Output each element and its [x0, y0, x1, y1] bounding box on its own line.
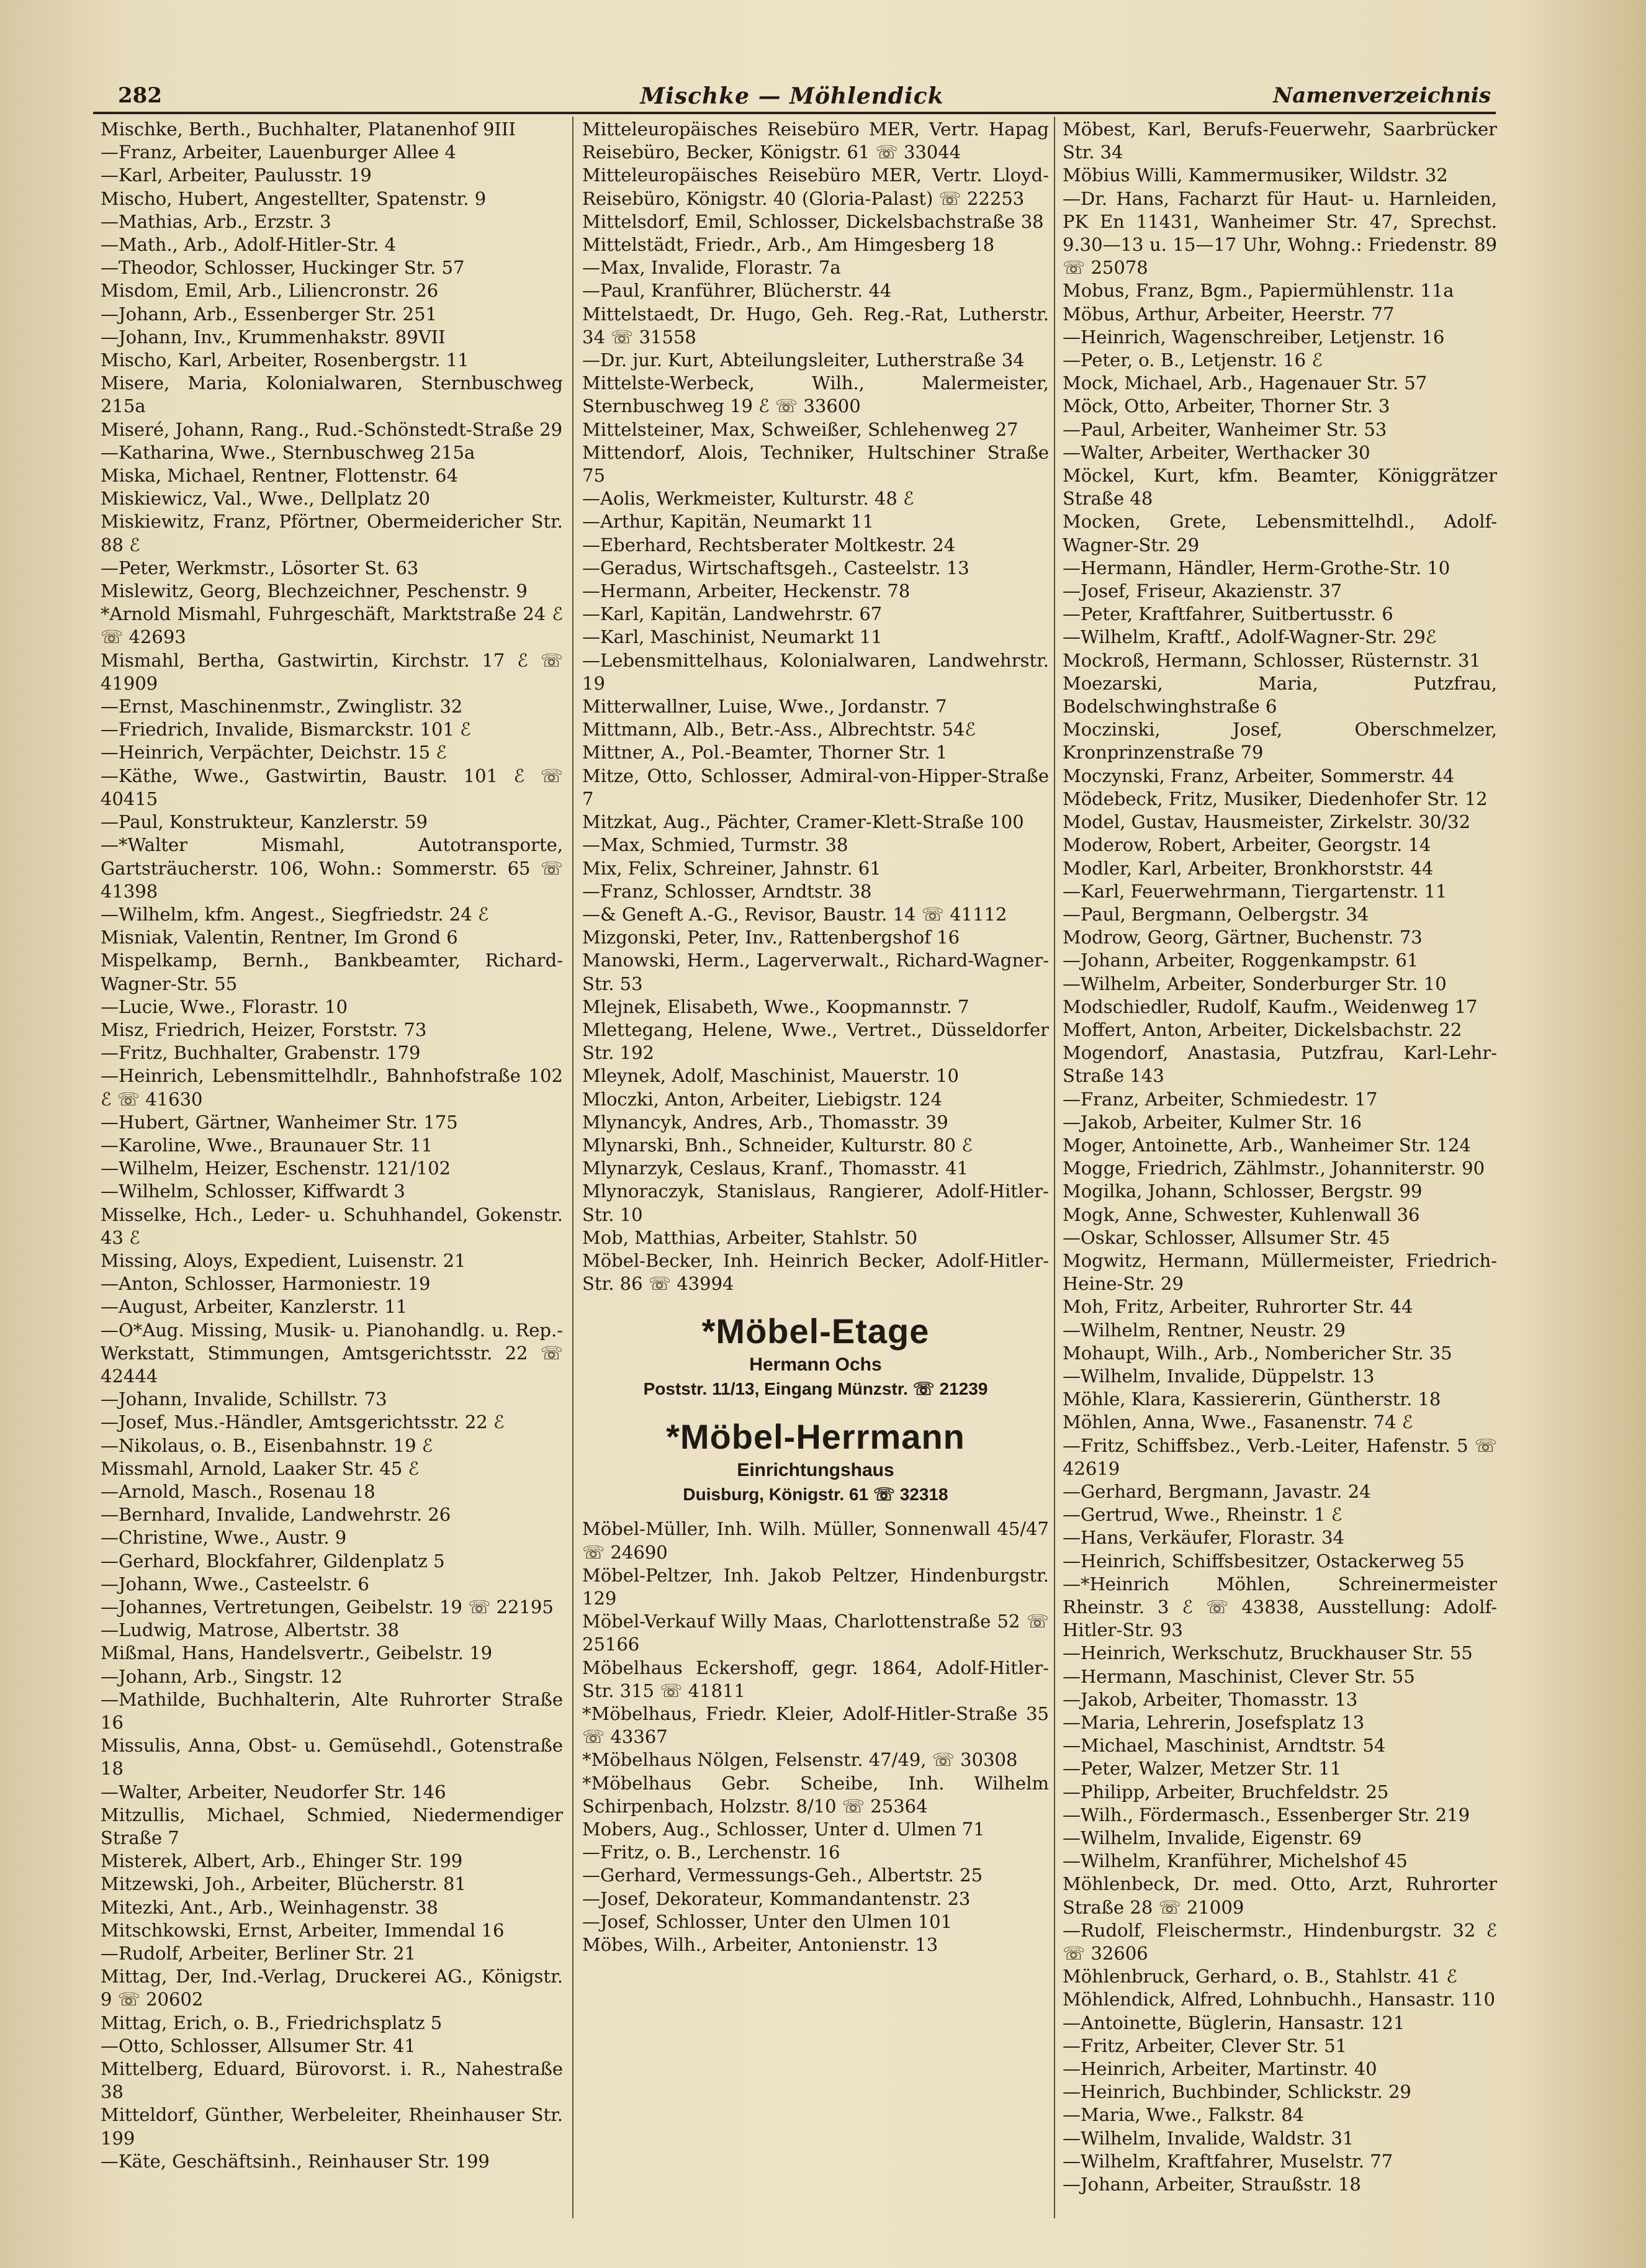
- directory-entry: —Wilh., Fördermasch., Essenberger Str. 219: [1063, 1804, 1470, 1825]
- directory-entry: Moezarski, Maria, Putzfrau, Bodelschwinghstraße 6: [1063, 672, 1497, 718]
- directory-entry: Mitteleuropäisches Reisebüro MER, Vertr. Hapag Reisebüro, Becker, Königstr. 61 ☏ 33044: [582, 119, 1049, 163]
- directory-entry: —Katharina, Wwe., Sternbuschweg 215a: [101, 441, 475, 463]
- directory-entry: —Gerhard, Blockfahrer, Gildenplatz 5: [101, 1550, 445, 1572]
- directory-entry: Mittendorf, Alois, Techniker, Hultschiner Straße 75: [582, 441, 1049, 487]
- directory-entry: Mismahl, Bertha, Gastwirtin, Kirchstr. 17 ℰ ☏ 41909: [101, 649, 563, 694]
- directory-entry: Mogwitz, Hermann, Müllermeister, Friedrich-Heine-Str. 29: [1063, 1249, 1497, 1295]
- directory-entry: —Karl, Kapitän, Landwehrstr. 67: [582, 603, 883, 625]
- header-rule: [93, 112, 1496, 114]
- directory-entry: Mleynek, Adolf, Maschinist, Mauerstr. 10: [582, 1065, 959, 1087]
- directory-entry: *Möbelhaus, Friedr. Kleier, Adolf-Hitler-Straße 35 ☏ 43367: [582, 1703, 1049, 1748]
- directory-entry: Möbelhaus Eckershoff, gegr. 1864, Adolf-Hitler-Str. 315 ☏ 41811: [582, 1657, 1049, 1701]
- directory-entry: —Hermann, Händler, Herm-Grothe-Str. 10: [1063, 557, 1450, 578]
- directory-entry: Möbius Willi, Kammermusiker, Wildstr. 32: [1063, 164, 1448, 186]
- directory-entry: Misniak, Valentin, Rentner, Im Grond 6: [101, 927, 458, 948]
- directory-entry: —Heinrich, Verpächter, Deichstr. 15 ℰ: [101, 742, 447, 763]
- directory-entry: Miska, Michael, Rentner, Flottenstr. 64: [101, 465, 459, 487]
- directory-entry: Misterek, Albert, Arb., Ehinger Str. 199: [101, 1850, 463, 1872]
- directory-entry: Mogilka, Johann, Schlosser, Bergstr. 99: [1063, 1181, 1423, 1202]
- ad-address: Poststr. 11/13, Eingang Münzstr. ☏ 21239: [643, 1379, 988, 1399]
- directory-entry: Mittag, Der, Ind.-Verlag, Druckerei AG., Königstr. 9 ☏ 20602: [101, 1966, 563, 2010]
- directory-entry: —Gerhard, Bergmann, Javastr. 24: [1063, 1480, 1371, 1502]
- directory-entry: —Franz, Arbeiter, Schmiedestr. 17: [1063, 1088, 1378, 1110]
- directory-entry: Mlynancyk, Andres, Arb., Thomasstr. 39: [582, 1111, 948, 1133]
- directory-entry: —Geradus, Wirtschaftsgeh., Casteelstr. 13: [582, 557, 969, 578]
- directory-entry: —Heinrich, Lebensmittelhdlr., Bahnhofstraße 102 ℰ ☏ 41630: [101, 1065, 563, 1110]
- directory-entry: Mocken, Grete, Lebensmittelhdl., Adolf-Wagner-Str. 29: [1063, 511, 1497, 556]
- directory-entry: —Philipp, Arbeiter, Bruchfeldstr. 25: [1063, 1781, 1389, 1802]
- directory-entry: Modschiedler, Rudolf, Kaufm., Weidenweg 17: [1063, 996, 1478, 1017]
- directory-entry: —Arnold, Masch., Rosenau 18: [101, 1480, 376, 1502]
- directory-entry: Mischo, Hubert, Angestellter, Spatenstr. 9: [101, 187, 487, 209]
- directory-entry: Mogendorf, Anastasia, Putzfrau, Karl-Lehr-Straße 143: [1063, 1042, 1497, 1087]
- directory-entry: —Peter, Walzer, Metzer Str. 11: [1063, 1758, 1342, 1780]
- column-divider: [1054, 117, 1055, 2218]
- directory-column-3: [1063, 118, 1497, 2196]
- advertisement-moebel-etage: [582, 1310, 1049, 1401]
- directory-entry: Mogk, Anne, Schwester, Kuhlenwall 36: [1063, 1204, 1420, 1225]
- directory-entry: —Fritz, Schiffsbez., Verb.-Leiter, Hafenstr. 5 ☏ 42619: [1063, 1434, 1497, 1479]
- directory-entry: Mitze, Otto, Schlosser, Admiral-von-Hipper-Straße 7: [582, 765, 1049, 809]
- directory-entry: —Fritz, Buchhalter, Grabenstr. 179: [101, 1042, 421, 1064]
- directory-entry: —Maria, Wwe., Falkstr. 84: [1063, 2104, 1305, 2126]
- directory-entry: Mißmal, Hans, Handelsvertr., Geibelstr. 19: [101, 1642, 493, 1664]
- directory-entry: —*Walter Mismahl, Autotransporte, Gartsträucherstr. 106, Wohn.: Sommerstr. 65 ☏ 41398: [101, 834, 563, 902]
- directory-entry: Mischo, Karl, Arbeiter, Rosenbergstr. 11: [101, 349, 469, 371]
- directory-entry: Mispelkamp, Bernh., Bankbeamter, Richard-Wagner-Str. 55: [101, 950, 563, 994]
- directory-entry: Mitschkowski, Ernst, Arbeiter, Immendal 16: [101, 1919, 505, 1941]
- directory-entry: —Hans, Verkäufer, Florastr. 34: [1063, 1527, 1344, 1549]
- directory-entry: —Christine, Wwe., Austr. 9: [101, 1527, 347, 1549]
- directory-entry: —Paul, Kranführer, Blücherstr. 44: [582, 280, 892, 302]
- directory-entry: Mislewitz, Georg, Blechzeichner, Peschenstr. 9: [101, 580, 528, 602]
- directory-entry: Möbel-Verkauf Willy Maas, Charlottenstraße 52 ☏ 25166: [582, 1611, 1049, 1655]
- directory-entry: Möhlendick, Alfred, Lohnbuchh., Hansastr. 110: [1063, 1989, 1496, 2010]
- directory-entry: —Johannes, Vertretungen, Geibelstr. 19 ☏ 22195: [101, 1596, 554, 1618]
- directory-entry: —Käte, Geschäftsinh., Reinhauser Str. 199: [101, 2150, 490, 2172]
- directory-entry: —Mathias, Arb., Erzstr. 3: [101, 210, 331, 232]
- directory-entry: —Johann, Invalide, Schillstr. 73: [101, 1388, 387, 1410]
- directory-entry: Mischke, Berth., Buchhalter, Platanenhof 9III: [101, 119, 516, 140]
- directory-entry: —Dr. Hans, Facharzt für Haut- u. Harnleiden, PK En 11431, Wanheimer Str. 47, Sprechst. 9.30—13 u. 15—17 Uhr, Wohng.: Friedenstr. 89 ☏ 25078: [1063, 187, 1497, 279]
- directory-entry: Mloczki, Anton, Arbeiter, Liebigstr. 124: [582, 1088, 942, 1110]
- directory-entry: —Jakob, Arbeiter, Kulmer Str. 16: [1063, 1111, 1362, 1133]
- directory-entry: *Arnold Mismahl, Fuhrgeschäft, Marktstraße 24 ℰ ☏ 42693: [101, 603, 563, 648]
- directory-entry: —Johann, Arb., Essenberger Str. 251: [101, 303, 438, 325]
- directory-entry: Mitzullis, Michael, Schmied, Niedermendiger Straße 7: [101, 1804, 563, 1849]
- directory-entry: Mobus, Franz, Bgm., Papiermühlenstr. 11a: [1063, 280, 1454, 302]
- ad-address: Duisburg, Königstr. 61 ☏ 32318: [683, 1485, 948, 1505]
- directory-entry: —O*Aug. Missing, Musik- u. Pianohandlg. u. Rep.-Werkstatt, Stimmungen, Amtsgerichtsstr. 22 ☏ 42444: [101, 1319, 563, 1387]
- page-number: 282: [118, 83, 162, 108]
- directory-entry: —Wilhelm, kfm. Angest., Siegfriedstr. 24 ℰ: [101, 903, 489, 925]
- directory-entry: —Oskar, Schlosser, Allsumer Str. 45: [1063, 1226, 1390, 1248]
- directory-entry: Manowski, Herm., Lagerverwalt., Richard-Wagner-Str. 53: [582, 950, 1049, 994]
- advertisement-moebel-herrmann: [582, 1416, 1049, 1506]
- directory-entry: —Lucie, Wwe., Florastr. 10: [101, 996, 348, 1017]
- directory-entry: —Heinrich, Schiffsbesitzer, Ostackerweg 55: [1063, 1550, 1465, 1572]
- directory-entry: —Franz, Schlosser, Arndtstr. 38: [582, 880, 872, 902]
- column-divider: [572, 117, 573, 2218]
- directory-entry: Mittag, Erich, o. B., Friedrichsplatz 5: [101, 2012, 443, 2033]
- directory-entry: —Dr. jur. Kurt, Abteilungsleiter, Lutherstraße 34: [582, 349, 1025, 371]
- directory-entry: Mittmann, Alb., Betr.-Ass., Albrechtstr. 54ℰ: [582, 719, 976, 740]
- directory-entry: Misere, Maria, Kolonialwaren, Sternbuschweg 215a: [101, 372, 563, 417]
- directory-entry: Mobers, Aug., Schlosser, Unter d. Ulmen 71: [582, 1819, 985, 1840]
- directory-entry: Mittelstädt, Friedr., Arb., Am Himgesberg 18: [582, 234, 995, 256]
- directory-entry: Mlejnek, Elisabeth, Wwe., Koopmannstr. 7: [582, 996, 969, 1017]
- directory-entry: —Fritz, Arbeiter, Clever Str. 51: [1063, 2035, 1347, 2056]
- directory-entry: —Ludwig, Matrose, Albertstr. 38: [101, 1619, 400, 1641]
- directory-entry: —Wilhelm, Kraftf., Adolf-Wagner-Str. 29ℰ: [1063, 626, 1437, 648]
- directory-entry: *Möbelhaus Gebr. Scheibe, Inh. Wilhelm Schirpenbach, Holzstr. 8/10 ☏ 25364: [582, 1772, 1049, 1817]
- directory-entry: Möhlenbeck, Dr. med. Otto, Arzt, Ruhrorter Straße 28 ☏ 21009: [1063, 1873, 1497, 1918]
- directory-entry: —Karl, Arbeiter, Paulusstr. 19: [101, 164, 372, 186]
- directory-entry: —Wilhelm, Rentner, Neustr. 29: [1063, 1319, 1346, 1341]
- directory-entry: Miseré, Johann, Rang., Rud.-Schönstedt-Straße 29: [101, 418, 563, 440]
- directory-entry: —Nikolaus, o. B., Eisenbahnstr. 19 ℰ: [101, 1434, 433, 1456]
- directory-entry: Moger, Antoinette, Arb., Wanheimer Str. 124: [1063, 1134, 1471, 1156]
- directory-entry: —Wilhelm, Kraftfahrer, Muselstr. 77: [1063, 2150, 1393, 2172]
- directory-entry: —Karl, Feuerwehrmann, Tiergartenstr. 11: [1063, 880, 1447, 902]
- directory-entry: —Karoline, Wwe., Braunauer Str. 11: [101, 1134, 433, 1156]
- directory-entry: —Rudolf, Arbeiter, Berliner Str. 21: [101, 1943, 416, 1964]
- directory-entry: Mogge, Friedrich, Zählmstr., Johanniterstr. 90: [1063, 1158, 1485, 1179]
- directory-entry: —Aolis, Werkmeister, Kulturstr. 48 ℰ: [582, 488, 914, 510]
- directory-entry: Miskiewicz, Val., Wwe., Dellplatz 20: [101, 488, 431, 510]
- section-title: Namenverzeichnis: [1273, 83, 1491, 108]
- directory-entry: —Hermann, Maschinist, Clever Str. 55: [1063, 1665, 1415, 1687]
- directory-entry: —Käthe, Wwe., Gastwirtin, Baustr. 101 ℰ ☏ 40415: [101, 765, 563, 809]
- directory-entry: —Johann, Inv., Krummenhakstr. 89VII: [101, 326, 446, 348]
- directory-entry: —Josef, Schlosser, Unter den Ulmen 101: [582, 1910, 953, 1932]
- directory-entry: —Wilhelm, Invalide, Düppelstr. 13: [1063, 1365, 1375, 1387]
- directory-entry: Misz, Friedrich, Heizer, Forststr. 73: [101, 1019, 427, 1040]
- directory-entry: —Johann, Wwe., Casteelstr. 6: [101, 1573, 370, 1595]
- directory-entry: —Heinrich, Arbeiter, Martinstr. 40: [1063, 2058, 1377, 2080]
- directory-entry: —Jakob, Arbeiter, Thomasstr. 13: [1063, 1688, 1358, 1710]
- directory-entry: —Hermann, Arbeiter, Heckenstr. 78: [582, 580, 911, 602]
- directory-entry: —Wilhelm, Schlosser, Kiffwardt 3: [101, 1181, 405, 1202]
- directory-entry: Mock, Michael, Arb., Hagenauer Str. 57: [1063, 372, 1428, 394]
- directory-entry: Mitzkat, Aug., Pächter, Cramer-Klett-Straße 100: [582, 811, 1024, 833]
- directory-entry: —Wilhelm, Invalide, Eigenstr. 69: [1063, 1827, 1362, 1849]
- directory-entry: —Wilhelm, Arbeiter, Sonderburger Str. 10: [1063, 973, 1447, 994]
- directory-entry: Mitteleuropäisches Reisebüro MER, Vertr. Lloyd-Reisebüro, Königstr. 40 (Gloria-Palast) ☏ 22253: [582, 164, 1049, 209]
- directory-entry: —Fritz, o. B., Lerchenstr. 16: [582, 1842, 840, 1863]
- directory-entry: —Peter, Kraftfahrer, Suitbertusstr. 6: [1063, 603, 1393, 625]
- directory-entry: —Josef, Dekorateur, Kommandantenstr. 23: [582, 1888, 971, 1909]
- directory-entry: Mix, Felix, Schreiner, Jahnstr. 61: [582, 857, 881, 879]
- directory-entry: —Heinrich, Werkschutz, Bruckhauser Str. 55: [1063, 1642, 1473, 1664]
- directory-entry: Modler, Karl, Arbeiter, Bronkhorststr. 44: [1063, 857, 1434, 879]
- directory-entry: Möckel, Kurt, kfm. Beamter, Königgrätzer Straße 48: [1063, 465, 1497, 510]
- directory-entry: Mizgonski, Peter, Inv., Rattenbergshof 16: [582, 927, 960, 948]
- directory-entry: Möbes, Wilh., Arbeiter, Antonienstr. 13: [582, 1934, 938, 1956]
- directory-entry: —Maria, Lehrerin, Josefsplatz 13: [1063, 1712, 1365, 1734]
- directory-entry: —Paul, Bergmann, Oelbergstr. 34: [1063, 903, 1369, 925]
- directory-entry: Moffert, Anton, Arbeiter, Dickelsbachstr. 22: [1063, 1019, 1462, 1040]
- directory-entry: Missulis, Anna, Obst- u. Gemüsehdl., Gotenstraße 18: [101, 1735, 563, 1780]
- directory-entry: —Ernst, Maschinenmstr., Zwinglistr. 32: [101, 696, 463, 718]
- directory-entry: —Antoinette, Büglerin, Hansastr. 121: [1063, 2012, 1405, 2033]
- directory-entry: —Heinrich, Buchbinder, Schlickstr. 29: [1063, 2081, 1411, 2103]
- directory-entry: —Walter, Arbeiter, Neudorfer Str. 146: [101, 1781, 446, 1802]
- directory-entry: Mlynarski, Bnh., Schneider, Kulturstr. 80 ℰ: [582, 1134, 973, 1156]
- directory-entry: Misselke, Hch., Leder- u. Schuhhandel, Gokenstr. 43 ℰ: [101, 1204, 563, 1248]
- directory-entry: Mlettegang, Helene, Wwe., Vertret., Düsseldorfer Str. 192: [582, 1019, 1049, 1064]
- directory-entry: Mockroß, Hermann, Schlosser, Rüsternstr. 31: [1063, 649, 1481, 671]
- directory-entry: Mob, Matthias, Arbeiter, Stahlstr. 50: [582, 1226, 918, 1248]
- directory-entry: —Friedrich, Invalide, Bismarckstr. 101 ℰ: [101, 719, 471, 740]
- directory-column-2: [582, 118, 1049, 1956]
- directory-entry: —Peter, Werkmstr., Lösorter St. 63: [101, 557, 419, 578]
- directory-entry: Mlynoraczyk, Stanislaus, Rangierer, Adolf-Hitler-Str. 10: [582, 1181, 1049, 1225]
- directory-entry: Mittelste-Werbeck, Wilh., Malermeister, Sternbuschweg 19 ℰ ☏ 33600: [582, 372, 1049, 417]
- directory-entry: —Anton, Schlosser, Harmoniestr. 19: [101, 1273, 431, 1295]
- directory-entry: Möck, Otto, Arbeiter, Thorner Str. 3: [1063, 395, 1390, 417]
- running-title: Mischke — Möhlendick: [640, 83, 944, 109]
- directory-entry: Mittelsteiner, Max, Schweißer, Schlehenweg 27: [582, 418, 1019, 440]
- directory-entry: —Josef, Mus.-Händler, Amtsgerichtsstr. 22 ℰ: [101, 1411, 505, 1433]
- directory-entry: Möhle, Klara, Kassiererin, Güntherstr. 18: [1063, 1388, 1441, 1410]
- directory-entry: —Bernhard, Invalide, Landwehrstr. 26: [101, 1504, 451, 1526]
- directory-entry: —Lebensmittelhaus, Kolonialwaren, Landwehrstr. 19: [582, 649, 1049, 694]
- directory-entry: —Peter, o. B., Letjenstr. 16 ℰ: [1063, 349, 1323, 371]
- directory-entry: —Math., Arb., Adolf-Hitler-Str. 4: [101, 234, 397, 256]
- directory-entry: Model, Gustav, Hausmeister, Zirkelstr. 30/32: [1063, 811, 1471, 833]
- directory-entry: Moczynski, Franz, Arbeiter, Sommerstr. 44: [1063, 765, 1455, 786]
- directory-entry: Mittelstaedt, Dr. Hugo, Geh. Reg.-Rat, Lutherstr. 34 ☏ 31558: [582, 303, 1049, 348]
- directory-entry: —Paul, Konstrukteur, Kanzlerstr. 59: [101, 811, 428, 833]
- ad-title: *Möbel-Herrmann: [666, 1417, 965, 1457]
- directory-entry: —Johann, Arbeiter, Roggenkampstr. 61: [1063, 950, 1419, 971]
- directory-entry: —Max, Invalide, Florastr. 7a: [582, 257, 841, 279]
- directory-entry: Möbest, Karl, Berufs-Feuerwehr, Saarbrücker Str. 34: [1063, 119, 1497, 163]
- directory-entry: Missmahl, Arnold, Laaker Str. 45 ℰ: [101, 1457, 420, 1479]
- directory-entry: Möhlen, Anna, Wwe., Fasanenstr. 74 ℰ: [1063, 1411, 1413, 1433]
- directory-entry: —Franz, Arbeiter, Lauenburger Allee 4: [101, 142, 456, 163]
- directory-entry: Möhlenbruck, Gerhard, o. B., Stahlstr. 41 ℰ: [1063, 1966, 1457, 1987]
- page-header: [93, 73, 1491, 117]
- directory-entry: Möbel-Becker, Inh. Heinrich Becker, Adolf-Hitler-Str. 86 ☏ 43994: [582, 1249, 1049, 1295]
- directory-entry: —Max, Schmied, Turmstr. 38: [582, 834, 848, 856]
- directory-entry: —Wilhelm, Kranführer, Michelshof 45: [1063, 1850, 1408, 1872]
- directory-entry: —Wilhelm, Invalide, Waldstr. 31: [1063, 2127, 1354, 2149]
- directory-entry: Mittelsdorf, Emil, Schlosser, Dickelsbachstraße 38: [582, 210, 1044, 232]
- directory-entry: Mohaupt, Wilh., Arb., Nombericher Str. 35: [1063, 1342, 1452, 1364]
- directory-entry: —Johann, Arb., Singstr. 12: [101, 1665, 343, 1687]
- directory-entry: Moczinski, Josef, Oberschmelzer, Kronprinzenstraße 79: [1063, 719, 1497, 763]
- directory-entry: *Möbelhaus Nölgen, Felsenstr. 47/49, ☏ 30308: [582, 1749, 1018, 1771]
- directory-entry: Misdom, Emil, Arb., Liliencronstr. 26: [101, 280, 439, 302]
- directory-entry: —Michael, Maschinist, Arndtstr. 54: [1063, 1735, 1386, 1757]
- directory-entry: —Rudolf, Fleischermstr., Hindenburgstr. 32 ℰ ☏ 32606: [1063, 1919, 1497, 1964]
- directory-entry: Mitezki, Ant., Arb., Weinhagenstr. 38: [101, 1896, 438, 1918]
- directory-entry: Mlynarzyk, Ceslaus, Kranf., Thomasstr. 41: [582, 1158, 969, 1179]
- directory-entry: —Mathilde, Buchhalterin, Alte Ruhrorter Straße 16: [101, 1688, 563, 1734]
- directory-entry: —Eberhard, Rechtsberater Moltkestr. 24: [582, 534, 956, 556]
- directory-entry: —Karl, Maschinist, Neumarkt 11: [582, 626, 883, 648]
- directory-column-1: [101, 118, 563, 2173]
- directory-entry: —Wilhelm, Heizer, Eschenstr. 121/102: [101, 1158, 451, 1179]
- directory-entry: Moh, Fritz, Arbeiter, Ruhrorter Str. 44: [1063, 1296, 1413, 1318]
- directory-entry: —Josef, Friseur, Akazienstr. 37: [1063, 580, 1342, 602]
- directory-entry: Möbus, Arthur, Arbeiter, Heerstr. 77: [1063, 303, 1395, 325]
- directory-entry: —Otto, Schlosser, Allsumer Str. 41: [101, 2035, 416, 2056]
- ad-owner: Hermann Ochs: [749, 1354, 882, 1375]
- directory-entry: Mitterwallner, Luise, Wwe., Jordanstr. 7: [582, 696, 947, 718]
- directory-entry: Mödebeck, Fritz, Musiker, Diedenhofer Str. 12: [1063, 788, 1488, 809]
- directory-entry: —Walter, Arbeiter, Werthacker 30: [1063, 441, 1370, 463]
- directory-entry: Mitzewski, Joh., Arbeiter, Blücherstr. 81: [101, 1873, 466, 1895]
- directory-entry: Mittner, A., Pol.-Beamter, Thorner Str. 1: [582, 742, 948, 763]
- directory-entry: —Hubert, Gärtner, Wanheimer Str. 175: [101, 1111, 458, 1133]
- directory-entry: —Theodor, Schlosser, Huckinger Str. 57: [101, 257, 465, 279]
- directory-entry: —Gerhard, Vermessungs-Geh., Albertstr. 25: [582, 1865, 983, 1886]
- directory-entry: Möbel-Peltzer, Inh. Jakob Peltzer, Hindenburgstr. 129: [582, 1564, 1049, 1609]
- directory-entry: —Paul, Arbeiter, Wanheimer Str. 53: [1063, 418, 1387, 440]
- ad-title: *Möbel-Etage: [701, 1312, 930, 1351]
- directory-entry: —*Heinrich Möhlen, Schreinermeister Rheinstr. 3 ℰ ☏ 43838, Ausstellung: Adolf-Hitler-Str. 93: [1063, 1573, 1497, 1641]
- directory-entry: —Gertrud, Wwe., Rheinstr. 1 ℰ: [1063, 1504, 1342, 1526]
- directory-entry: Möbel-Müller, Inh. Wilh. Müller, Sonnenwall 45/47 ☏ 24690: [582, 1518, 1049, 1563]
- directory-entry: —August, Arbeiter, Kanzlerstr. 11: [101, 1296, 408, 1318]
- directory-entry: Modrow, Georg, Gärtner, Buchenstr. 73: [1063, 927, 1423, 948]
- directory-entry: Mitteldorf, Günther, Werbeleiter, Rheinhauser Str. 199: [101, 2104, 563, 2149]
- directory-entry: Miskiewitz, Franz, Pförtner, Obermeidericher Str. 88 ℰ: [101, 511, 563, 556]
- directory-entry: —Johann, Arbeiter, Straußstr. 18: [1063, 2174, 1361, 2195]
- directory-entry: Moderow, Robert, Arbeiter, Georgstr. 14: [1063, 834, 1431, 856]
- directory-entry: —Heinrich, Wagenschreiber, Letjenstr. 16: [1063, 326, 1445, 348]
- directory-entry: Mittelberg, Eduard, Bürovorst. i. R., Nahestraße 38: [101, 2058, 563, 2103]
- ad-subtitle: Einrichtungshaus: [737, 1460, 894, 1481]
- directory-entry: Missing, Aloys, Expedient, Luisenstr. 21: [101, 1249, 466, 1271]
- directory-entry: —Arthur, Kapitän, Neumarkt 11: [582, 511, 874, 533]
- directory-entry: —& Geneft A.-G., Revisor, Baustr. 14 ☏ 41112: [582, 903, 1007, 925]
